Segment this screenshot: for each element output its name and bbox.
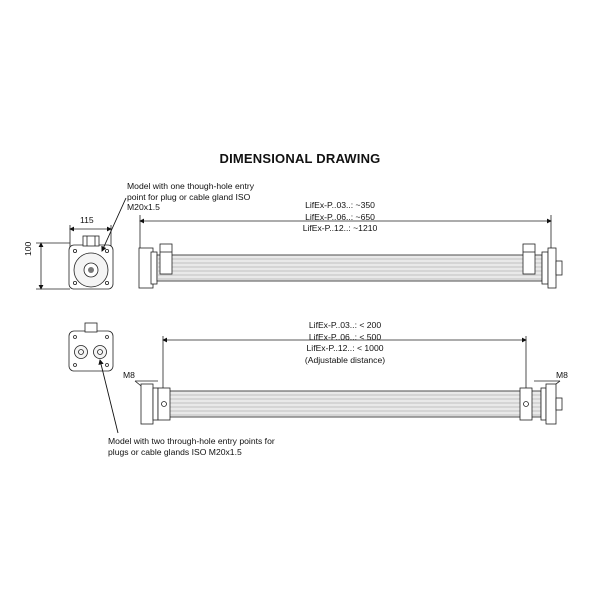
height-dimension-label: 100 [23,241,33,256]
overall-length-03: LifEx-P..03..: ~350 [305,200,375,210]
mount-distance-12: LifEx-P..12..: < 1000 [306,343,384,353]
width-dimension-label: 115 [80,215,94,225]
note-two-entry-points: Model with two through-hole entry points for plugs or cable glands ISO M20x1.5 [108,436,275,457]
end-view-two-entries [69,323,113,371]
mount-distance-03: LifEx-P..03..: < 200 [308,320,382,330]
note-one-entry-point: Model with one though-hole entry point for plug or cable gland ISO M20x1.5 [127,181,255,212]
overall-length-12: LifEx-P..12..: ~1210 [302,223,378,233]
mount-distance-06: LifEx-P..06..: < 500 [308,331,382,342]
adjustable-distance-note: (Adjustable distance) [304,354,386,365]
side-view-mount-distance [135,336,562,424]
thread-label-right: M8 [556,370,568,380]
thread-label-left: M8 [123,370,135,380]
overall-length-06: LifEx-P..06..: ~650 [305,211,375,222]
side-view-overall [139,215,562,288]
end-view-one-entry [36,225,113,289]
page-title: DIMENSIONAL DRAWING [219,151,381,166]
